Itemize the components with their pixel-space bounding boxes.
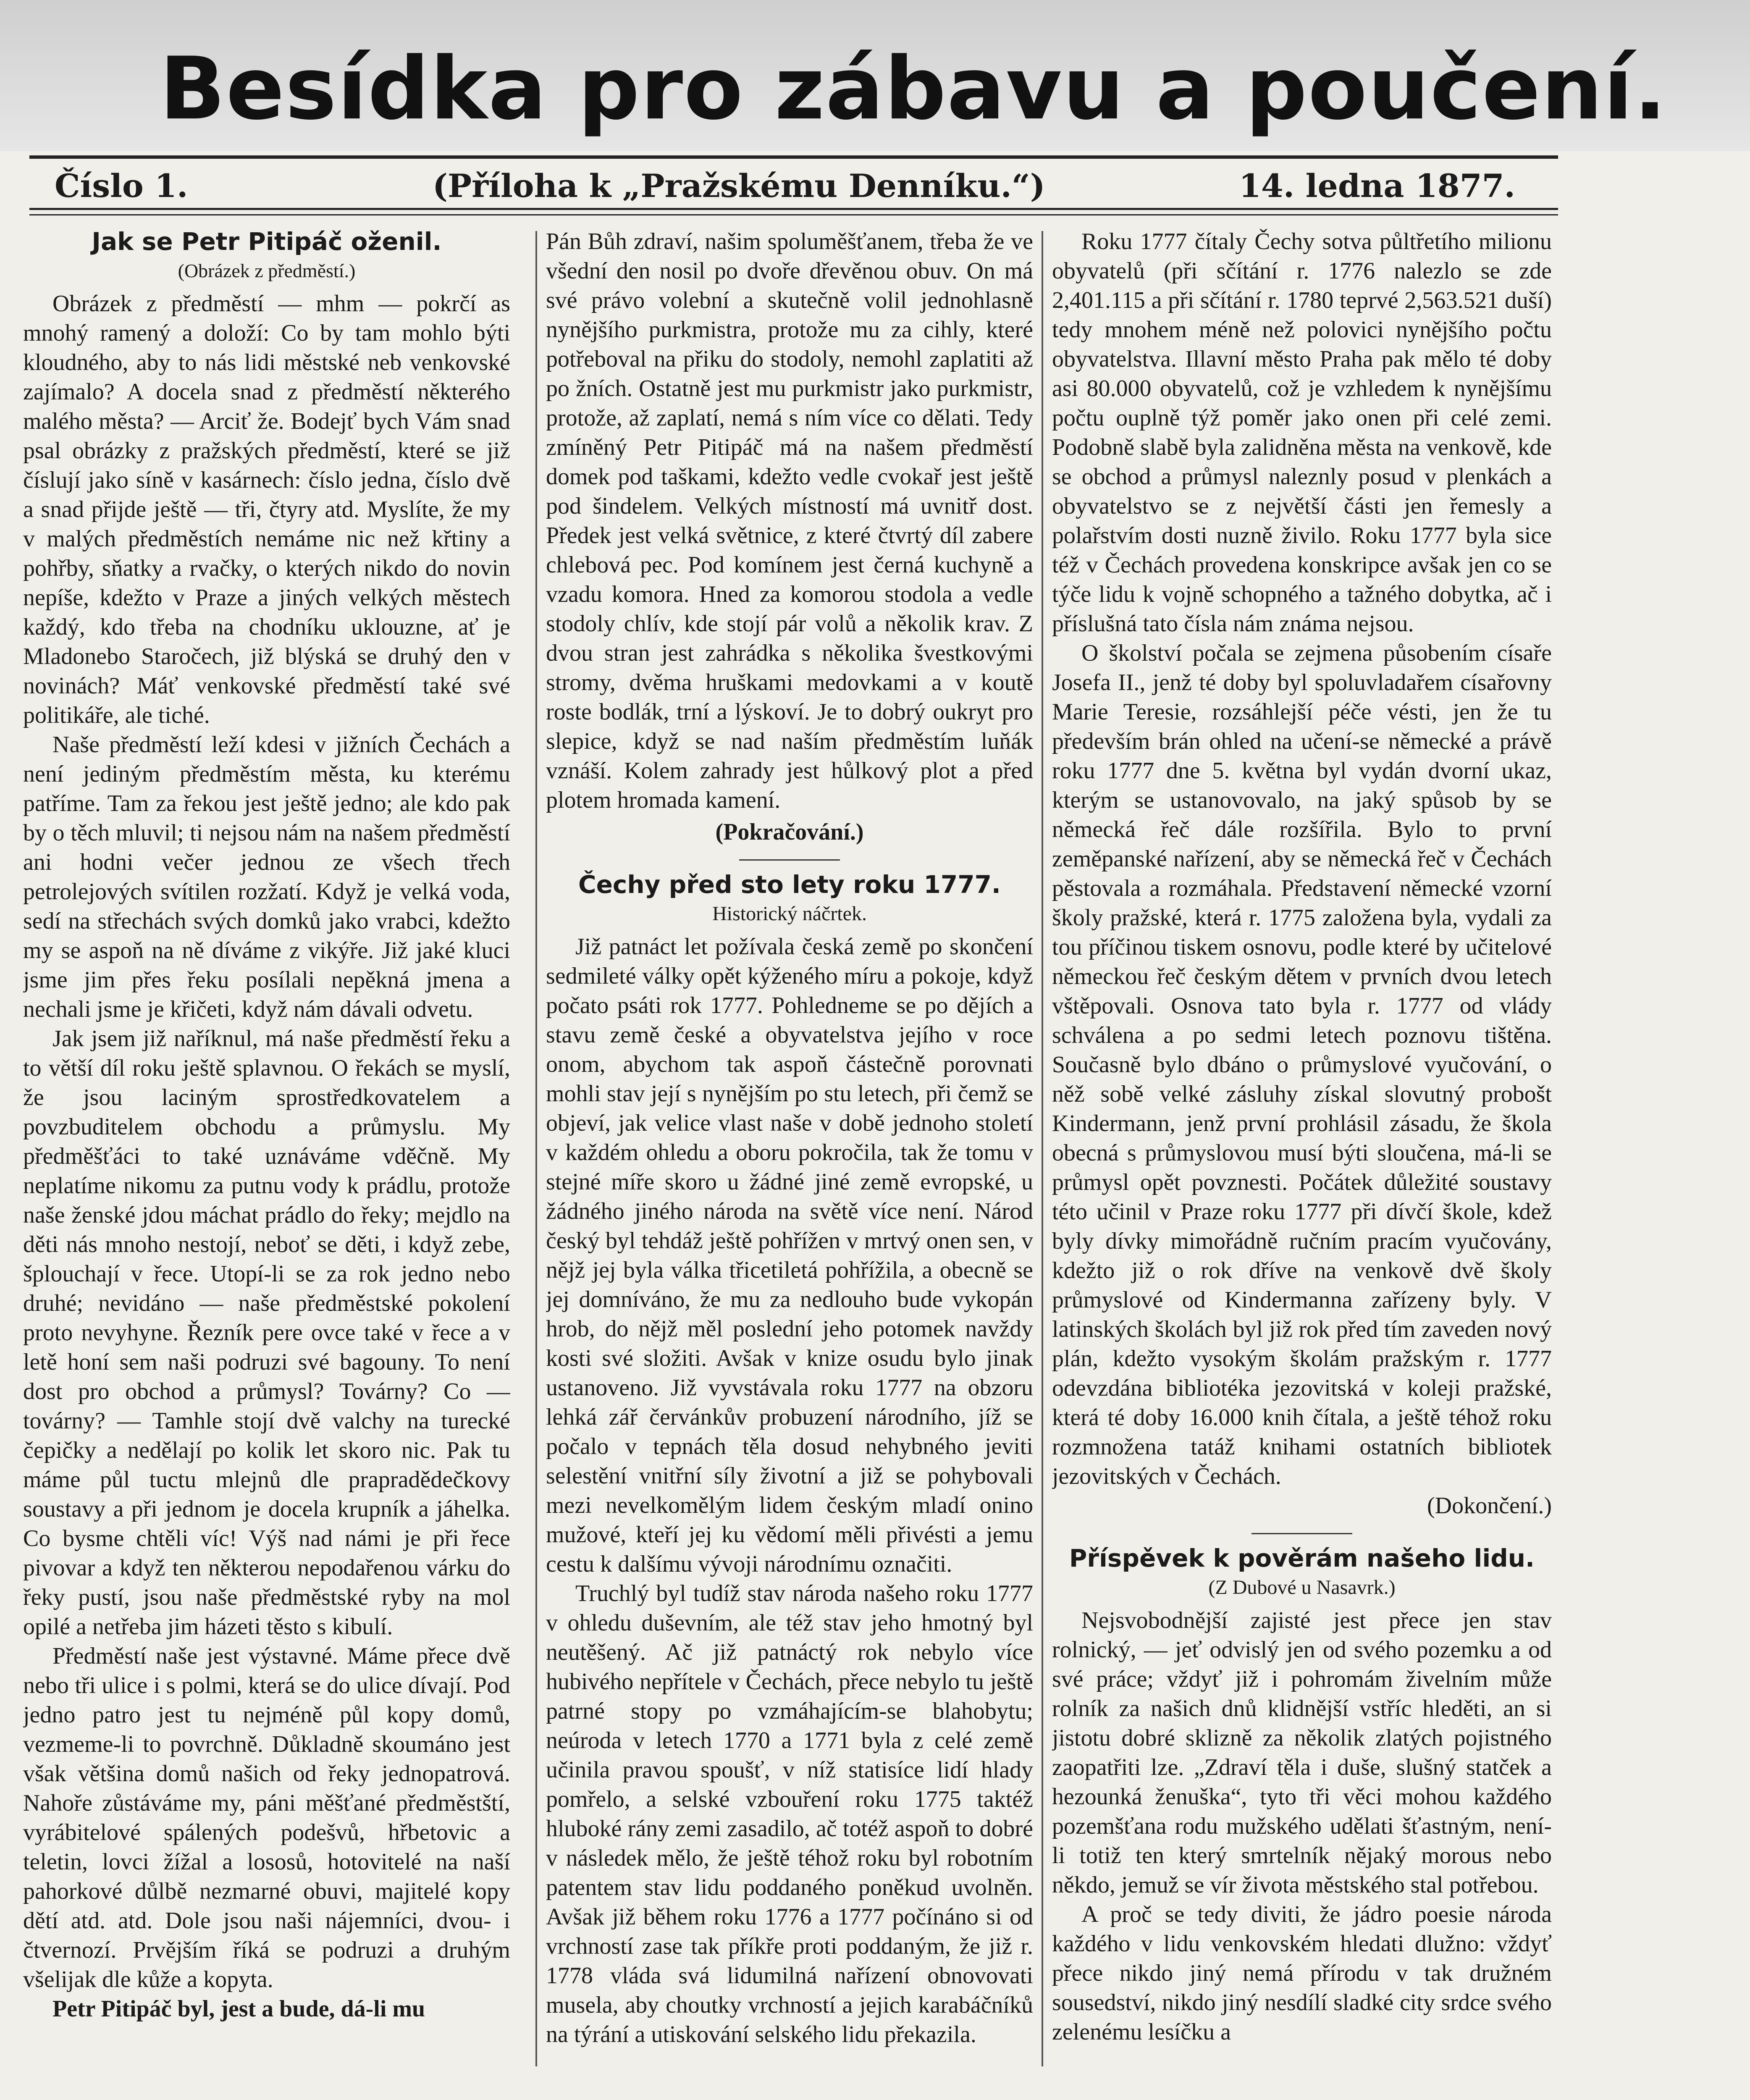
paragraph: A proč se tedy diviti, že jádro poesie národa každého v lidu venkovském hledati dlužno: vždyť přece nikdo jiný nemá přírodu v tak družném sousedství, nikdo jiný nesdílí sladké city srdce svého zelenému lesíčku a bbox=[1052, 1901, 1552, 2045]
paragraph: Obrázek z předměstí — mhm — pokrčí as mnohý ramený a doloží: Co by tam mohlo býti kloudného, aby to nás lidi městské neb venkovské zajímalo? A docela snad z předměstí některého malého města? — Arciť že. Bodejť bych Vám snad psal obrázky z pražských předměstí, které se již číslují jako síně v kasárnech: číslo jedna, číslo dvě a snad přijde ještě — tři, čtyry atd. Myslíte, že my v malých předměstích nemáme nic než křtiny a pohřby, sňatky a rvačky, o kterých nikdo do novin nepíše, kdežto v Praze a jiných velkých městech každý, kdo třeba na chodníku uklouzne, ať je Mladonebo Staročech, již blýská se druhý den v novinách? Máť venkovské předměstí také své politikáře, ale tiché. bbox=[23, 291, 510, 728]
paragraph: O školství počala se zejmena působením císaře Josefa II., jenž té doby byl spoluvladařem císařovny Marie Teresie, rozsáhlejší péče vésti, jen že tu především brán ohled na učení-se německé a právě roku 1777 dne 5. května byl vydán dvorní ukaz, kterým se ustanovovalo, na jaký spůsob by se německá řeč dále rozšířila. Bylo to první zeměpanské nařízení, aby se německá řeč v Čechách pěstovala a rozmáhala. Představení německé vzorní školy pražské, která r. 1775 založena byla, vydali za tou příčinou tiskem osnovu, podle které by učitelové německou řeč českým dětem v prvních dvou letech vštěpovali. Osnova tato byla r. 1777 od vlády schválena a po sedmi letech poznovu tištěna. Současně bylo dbáno o průmyslové vyučování, o něž sobě velké zásluhy získal slovutný probošt Kindermann, jenž první prohlásil zásadu, že škola obecná s průmyslovou musí býti sloučena, má-li se průmysl opět povznesti. Počátek důležité soustavy této učinil v Praze roku 1777 při dívčí škole, kdež byly dívky mimořádně ručním pracím vyučovány, kdežto již o rok dříve na venkově dvě školy průmyslové od Kindermanna zařízeny byly. V latinských školách byl již rok před tím zaveden nový plán, kdežto vysokým školám pražským r. 1777 odevzdána bibliotéka jezovitská v koleji pražské, která té doby 16.000 knih čítala, a ještě téhož roku rozmnožena tatáž knihami ostatních bibliotek jezovitských v Čechách. bbox=[1052, 640, 1552, 1489]
issue-number: Číslo 1. bbox=[55, 167, 188, 205]
article-title: Čechy před sto lety roku 1777. bbox=[578, 870, 1001, 899]
section-rule bbox=[1251, 1533, 1352, 1534]
masthead bbox=[0, 0, 1750, 151]
masthead-rule-bottom bbox=[29, 208, 1558, 215]
paragraph: Již patnáct let požívala česká země po skončení sedmileté války opět kýženého míru a pokoje, když počato psáti rok 1777. Pohledneme se po dějích a stavu země české a obyvatelstva jejího v roce onom, abychom tak aspoň částečně porovnati mohli stav její s nynějším po stu letech, při čemž se objeví, jak velice vlast naše v době jednoho století v každém ohledu a oboru pokročila, tak že tomu v stejné míře skoro u žádné jiné země evropské, u žádného jiného národa na světě více není. Národ český byl tehdáž ještě pohřížen v mrtvý onen sen, v nějž jej byla válka třicetiletá pohřížila, a obecně se jej domníváno, že mu za nedlouho bude vykopán hrob, do nějž měl poslední jeho potomek navždy kosti své složiti. Avšak v knize osudu bylo jinak ustanoveno. Již vyvstávala roku 1777 na obzoru lehká zář červánkův probuzení národního, jíž se počalo v tepnách těla dosud nehybného jeviti selestění vnitřní síly životní a již se pohybovali mezi nevelkomělým lidem českým mladí onino mužové, kteří jej ku vědomí měli přivésti a jemu cestu k dalšímu vývoji národnímu označiti. bbox=[546, 934, 1033, 1577]
column-divider bbox=[1042, 231, 1043, 2066]
article-subtitle: Historický náčrtek. bbox=[712, 903, 867, 925]
paragraph: Jak jsem již naříknul, má naše předměstí řeku a to větší díl roku ještě splavnou. O řekách se myslí, že jsou laciným sprostředkovatelem a povzbuditelem obchodu a průmyslu. My předměšťáci to také uznáváme vděčně. My neplatíme nikomu za putnu vody k prádlu, protože naše ženské jdou máchat prádlo do řeky; mejdlo na děti nás mnoho nestojí, neboť se děti, i když zebe, šplouchají v řece. Utopí-li se za rok jedno nebo druhé; nevidáno — naše předměstské pokolení proto nevyhyne. Řezník pere ovce také v řece a v letě honí sem naši podruzi své bagouny. To není dost pro obchod a průmysl? Továrny? Co — továrny? — Tamhle stojí dvě valchy na turecké čepičky a nedělají po kolik let skoro nic. Pak tu máme půl tuctu mlejnů dle prapradědečkovy soustavy a při jednom je docela krupník a jáhelka. Co bysme chtěli víc! Výš nad námi je při řece pivovar a když ten některou nepodařenou várku do řeky pustí, jsou naše předměstské ryby na mol opilé a netřeba jim házeti těsto s kibulí. bbox=[23, 1026, 510, 1640]
column-divider bbox=[535, 231, 537, 2066]
masthead-title: Besídka pro zábavu a poučení. bbox=[160, 39, 1667, 139]
column-3 bbox=[1052, 227, 1552, 2075]
paragraph: Nejsvobodnější zajisté jest přece jen stav rolnický, — jeť odvislý jen od svého pozemku a od své práce; vždyť již i pohromám živelním může rolník za našich dnů klidnější vstříc hleděti, an si jistotu dobré sklizně za několik zlatých pojistného zaopatřiti lze. „Zdraví těla i duše, slušný statček a hezounká ženuška“, tyto tři věci mohou každého pozemšťana rodu mužského udělati šťastným, není-li totiž ten který smrtelník nějaký morous nebo někdo, jemuž se vír života městského stal potřebou. bbox=[1052, 1607, 1552, 1898]
column-2 bbox=[546, 227, 1033, 2075]
article-title: Jak se Petr Pitipáč oženil. bbox=[92, 227, 442, 256]
paragraph: Předměstí naše jest výstavné. Máme přece dvě nebo tři ulice i s polmi, která se do ulice dívají. Pod jedno patro jest tu nejméně půl kopy domů, vezmeme-li to povrchně. Důkladně skoumáno jest však většina domů našich od řeky jednopatrová. Nahoře zůstáváme my, páni měšťané předměstští, vyrábitelové spálených podešvů, hřbetovic a teletin, lovci žížal a lososů, hotovitelé na naší pahorkové důlbě nezmarné obuvi, majitelé kopy dětí atd. atd. Dole jsou naši nájemníci, dvou- i čtvernozí. Prvějším říká se podruzi a druhým všelijak dle kůže a kopyta. bbox=[23, 1643, 510, 1992]
continued-note: (Pokračování.) bbox=[715, 819, 864, 845]
concluded-note: (Dokončení.) bbox=[1427, 1493, 1552, 1519]
issue-line bbox=[46, 167, 1558, 205]
paragraph: Roku 1777 čítaly Čechy sotva půltřetího milionu obyvatelů (při sčítání r. 1776 nalezlo se zde 2,401.115 a při sčítání r. 1780 teprvé 2,563.521 duší) tedy mnohem méně než polovici nynějšího počtu obyvatelstva. Illavní město Praha pak mělo té doby asi 80.000 obyvatelů, což je vzhledem k nynějšímu počtu ouplně týž poměr jako onen při celé zemi. Podobně slabě byla zalidněna města na venkově, kde se obchod a průmysl naleznly posud v plenkách a obyvatelstvo se z největší části jen řemesly a polařstvím dosti nuzně živilo. Roku 1777 byla sice též v Čechách provedena konskripce avšak jen co se týče lidu k vojně schopného a tažného dobytka, ač i příslušná tato čísla nám známa nejsou. bbox=[1052, 228, 1552, 637]
article-subtitle: (Obrázek z předměstí.) bbox=[178, 260, 356, 281]
paragraph: Naše předměstí leží kdesi v jižních Čechách a není jediným předměstím města, ku kterému patříme. Tam za řekou jest ještě jedno; ale kdo pak by o těch mluvil; ti nejsou nám na našem předměstí ani hodni večer jednou ze všech třech petrolejových svítilen rozžatí. Když je velká voda, sedí na střechách svých domků jako vrabci, kdežto my se aspoň na ně díváme z vikýře. Již jaké kluci jsme jim přes řeku posílali nepěkná jmena a nechali jsme je křičeti, když nám dávali odvetu. bbox=[23, 732, 510, 1022]
supplement-note: (Příloha k „Pražskému Denníku.“) bbox=[433, 167, 1045, 205]
paragraph: Pán Bůh zdraví, našim spoluměšťanem, třeba že ve všední den nosil po dvoře dřevěnou obuv. On má své právo volební a skutečně volil jednohlasně nynějšího purkmistra, protože mu za cihly, které potřeboval na přiku do stodoly, nemohl zaplatiti až po žních. Ostatně jest mu purkmistr jako purkmistr, protože, až zaplatí, nemá s ním více co dělati. Tedy zmíněný Petr Pitipáč má na našem předměstí domek pod taškami, kdežto vedle cvokař jest ještě pod šindelem. Velkých místností má uvnitř dost. Předek jest velká světnice, z které čtvrtý díl zabere chlebová pec. Pod komínem jest černá kuchyně a vzadu komora. Hned za komorou stodola a vedle stodoly chlív, kde stojí pár volů a několik krav. Z dvou stran jest zahrádka s několika švestkovými stromy, dvěma hruškami medovkami a v koutě roste bodlák, trní a lýskoví. Je to dobrý oukryt pro slepice, když se nad naším předměstím luňák vznáší. Kolem zahrady jest hůlkový plot a před plotem hromada kamení. bbox=[546, 228, 1033, 813]
article-subtitle: (Z Dubové u Nasavrk.) bbox=[1208, 1576, 1396, 1599]
paragraph: Truchlý byl tudíž stav národa našeho roku 1777 v ohledu duševním, ale též stav jeho hmotný byl neutěšený. Ač již patnáctý rok nebylo více hubivého nepřítele v Čechách, přece nebylo tu ještě patrné stopy po vzmáhajícím-se blahobytu; neúroda v letech 1770 a 1771 byla z celé země učinila pravou spoušť, v níž statisíce lidí hlady pomřelo, a selské vzbouření roku 1775 taktéž hluboké rány zemi zasadilo, ač totéž aspoň to dobré v následek mělo, že ještě téhož roku byl robotním patentem stav lidu poddaného poněkud uvolněn. Avšak již během roku 1776 a 1777 počínáno si od vrchností zase tak příkře proti poddaným, že již r. 1778 vláda svá lidumilná nařízení obnovovati musela, aby choutky vrchností a jejich karabáčníků na týrání a utiskování selského lidu překazila. bbox=[546, 1580, 1033, 2048]
paragraph: Petr Pitipáč byl, jest a bude, dá-li mu bbox=[52, 1996, 425, 2022]
masthead-rule-top bbox=[29, 155, 1558, 159]
issue-date: 14. ledna 1877. bbox=[1239, 167, 1515, 205]
section-rule bbox=[739, 859, 840, 861]
column-1 bbox=[23, 227, 510, 2075]
article-title: Příspěvek k pověrám našeho lidu. bbox=[1069, 1544, 1535, 1572]
